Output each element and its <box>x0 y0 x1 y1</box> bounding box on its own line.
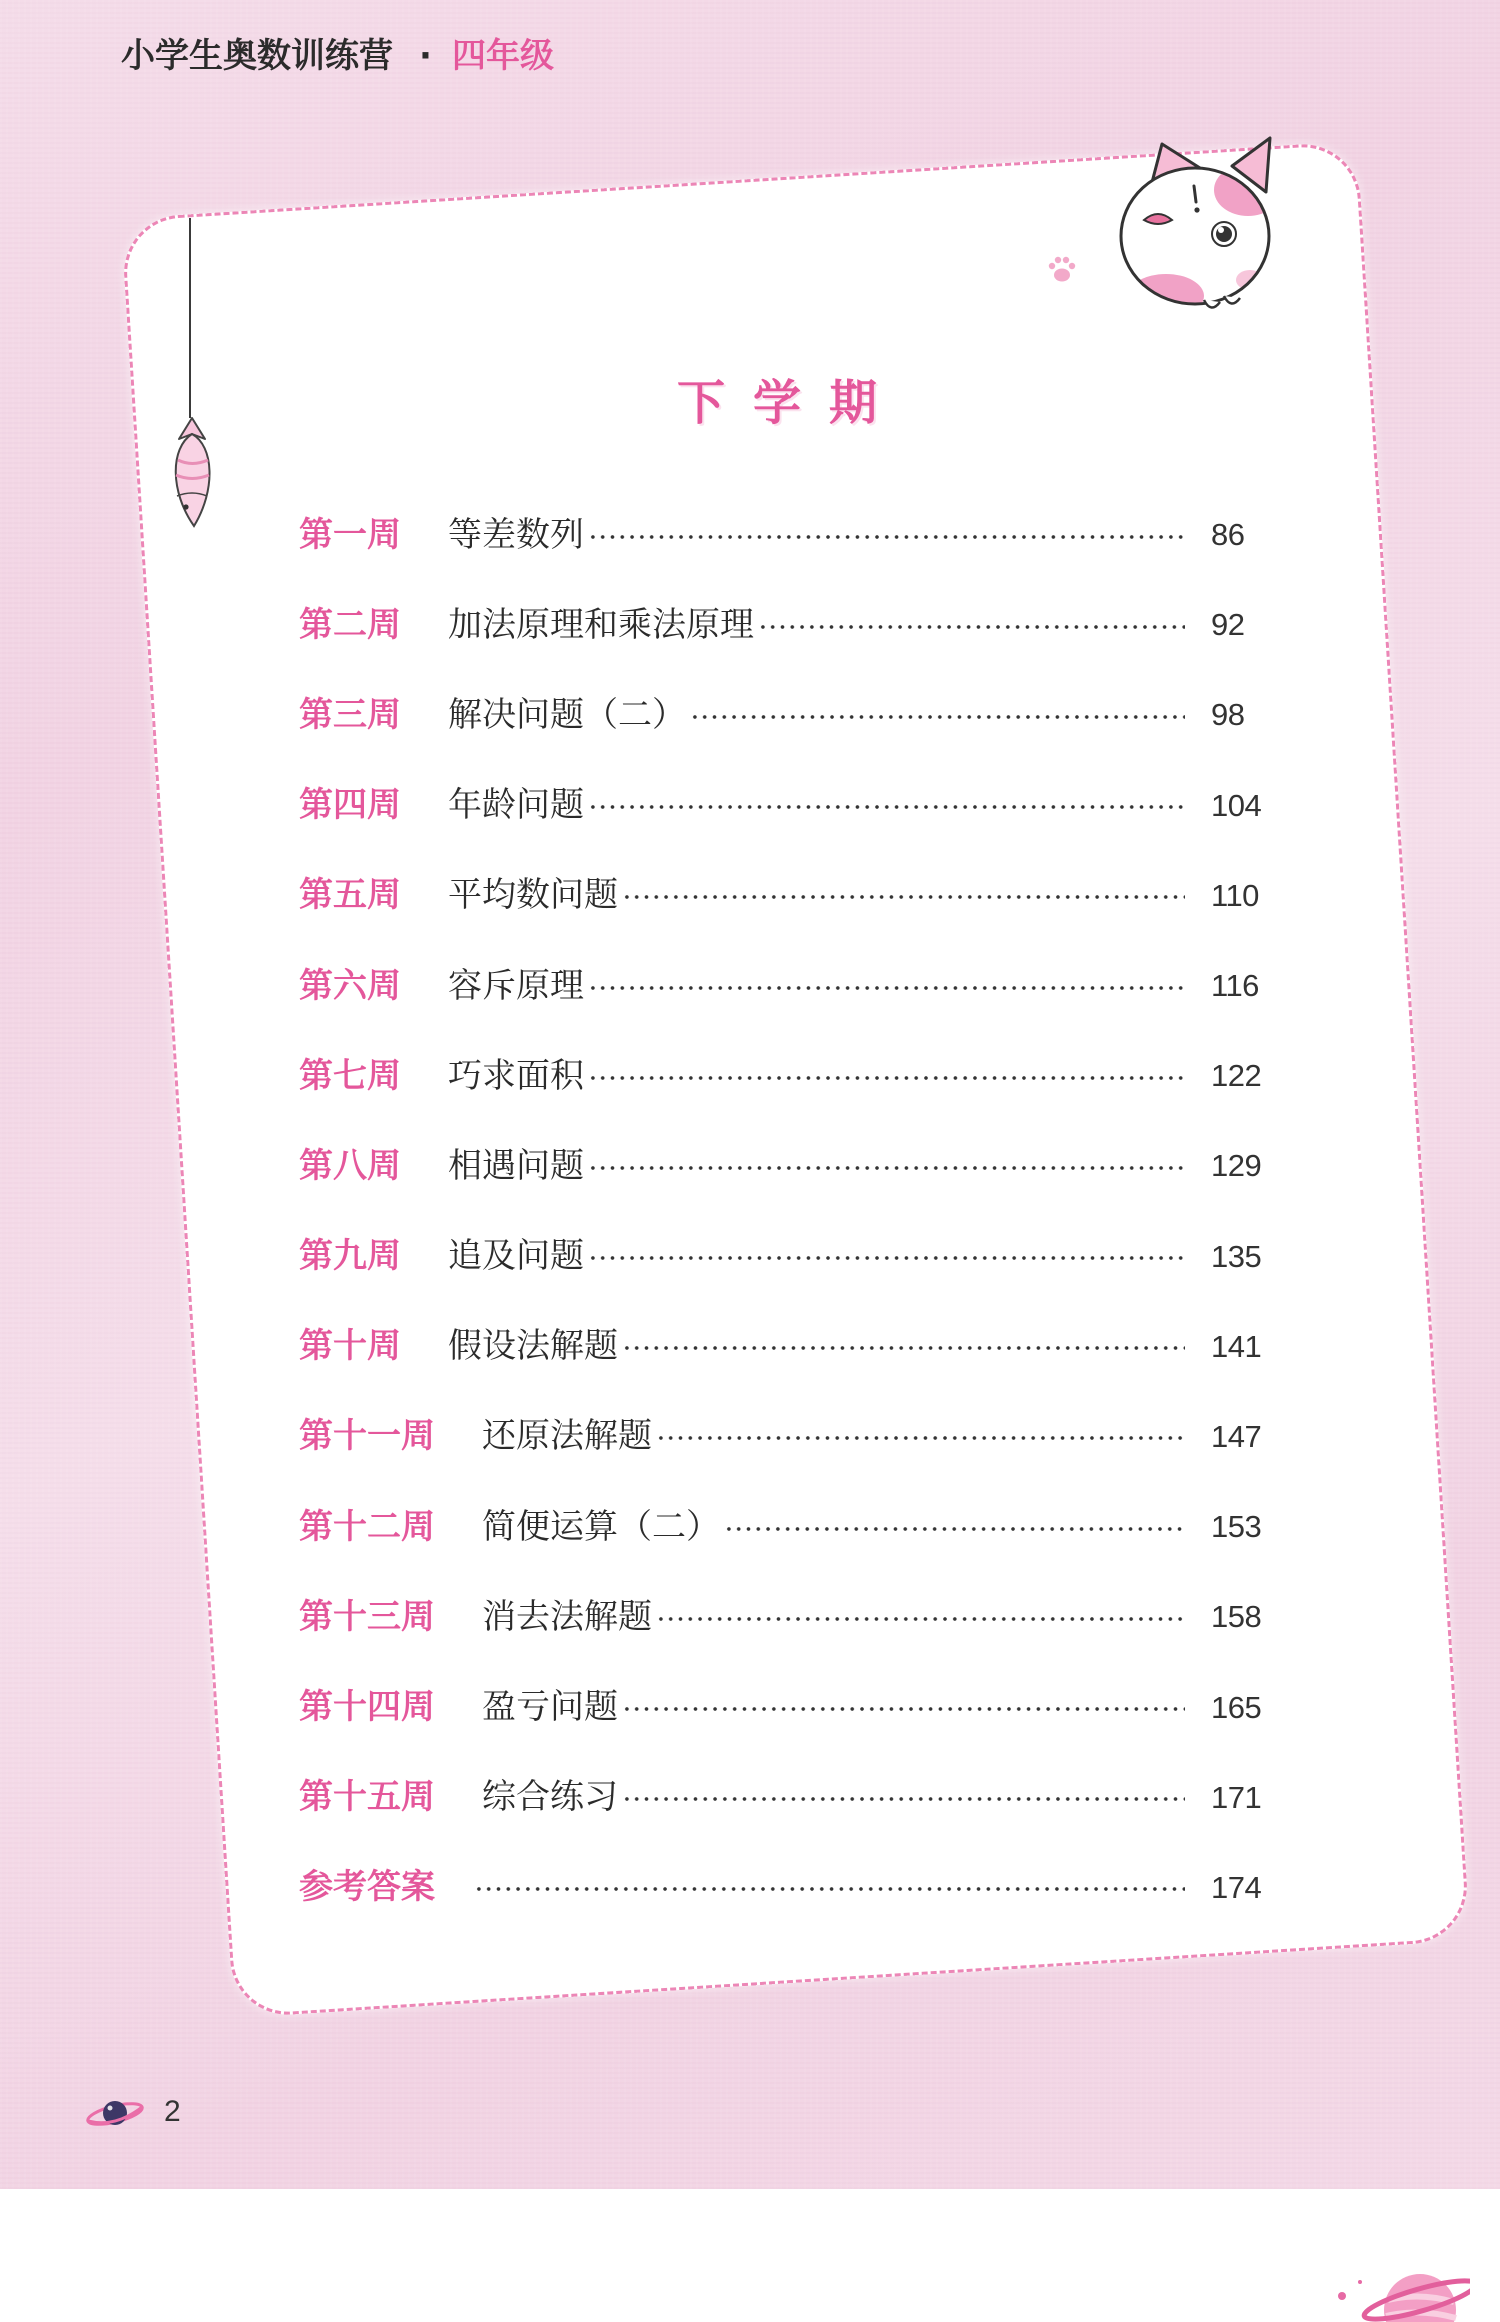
toc-leader-dots <box>690 714 1185 720</box>
toc-week-label: 第四周 <box>299 785 401 826</box>
toc-topic: 假设法解题 <box>448 1326 618 1367</box>
toc-leader-dots <box>656 1435 1185 1441</box>
toc-page-number: 147 <box>1211 1418 1262 1454</box>
toc-topic: 年龄问题 <box>448 785 584 826</box>
toc-answers-label: 参考答案 <box>299 1867 435 1908</box>
fish-icon <box>162 412 222 532</box>
toc-topic: 盈亏问题 <box>482 1687 618 1728</box>
toc-leader-dots <box>588 1165 1185 1171</box>
paw-print-icon <box>1042 248 1082 288</box>
toc-week-label: 第十一周 <box>299 1416 435 1457</box>
table-of-contents <box>299 490 1275 1933</box>
toc-leader-dots <box>622 1796 1185 1802</box>
toc-entry <box>299 580 1275 670</box>
toc-topic: 追及问题 <box>448 1236 584 1277</box>
toc-entry <box>299 1662 1275 1752</box>
toc-week-label: 第五周 <box>299 875 401 916</box>
series-title: 小学生奥数训练营 <box>121 36 393 76</box>
toc-topic: 相遇问题 <box>448 1145 584 1186</box>
toc-leader-dots <box>622 894 1185 900</box>
toc-week-label: 第一周 <box>299 514 401 555</box>
toc-entry <box>299 1482 1275 1572</box>
toc-week-label: 第八周 <box>299 1145 401 1186</box>
grade-label: 四年级 <box>452 36 554 76</box>
toc-page-number: 92 <box>1211 607 1245 643</box>
toc-week-label: 第十五周 <box>299 1777 435 1818</box>
toc-leader-dots <box>758 624 1185 630</box>
planet-decoration-icon <box>1330 2236 1470 2322</box>
toc-topic: 消去法解题 <box>482 1596 652 1637</box>
toc-week-label: 第六周 <box>299 965 401 1006</box>
toc-leader-dots <box>622 1706 1185 1712</box>
toc-entry <box>299 940 1275 1030</box>
toc-entry <box>299 1211 1275 1301</box>
toc-leader-dots <box>656 1616 1185 1622</box>
toc-entry <box>299 1031 1275 1121</box>
header-separator: · <box>419 36 432 76</box>
toc-topic: 等差数列 <box>448 514 584 555</box>
toc-week-label: 第十二周 <box>299 1506 435 1547</box>
toc-page-number: 110 <box>1211 877 1259 913</box>
toc-page-number: 122 <box>1211 1058 1262 1094</box>
toc-entry <box>299 850 1275 940</box>
toc-entry <box>299 1301 1275 1391</box>
toc-entry <box>299 1121 1275 1211</box>
toc-topic: 容斥原理 <box>448 965 584 1006</box>
toc-topic: 简便运算（二） <box>482 1506 720 1547</box>
planet-icon <box>84 2092 146 2134</box>
toc-topic: 综合练习 <box>482 1777 618 1818</box>
toc-week-label: 第十四周 <box>299 1687 435 1728</box>
toc-week-label: 第七周 <box>299 1055 401 1096</box>
toc-entry <box>299 670 1275 760</box>
toc-topic: 加法原理和乘法原理 <box>448 604 754 645</box>
toc-leader-dots <box>588 985 1185 991</box>
toc-leader-dots <box>474 1886 1185 1892</box>
toc-topic: 平均数问题 <box>448 875 618 916</box>
toc-page-number: 116 <box>1211 968 1259 1004</box>
toc-topic: 巧求面积 <box>448 1055 584 1096</box>
toc-entry <box>299 490 1275 580</box>
toc-week-label: 第二周 <box>299 604 401 645</box>
toc-topic: 还原法解题 <box>482 1416 652 1457</box>
toc-leader-dots <box>724 1526 1185 1532</box>
toc-week-label: 第九周 <box>299 1236 401 1277</box>
toc-week-label: 第十周 <box>299 1326 401 1367</box>
section-title: 下学期 <box>677 375 906 431</box>
toc-page-number: 141 <box>1211 1328 1262 1364</box>
toc-page-number: 129 <box>1211 1148 1262 1184</box>
toc-page-number: 86 <box>1211 517 1245 553</box>
toc-page-number: 174 <box>1211 1869 1262 1905</box>
toc-entry-answers <box>299 1842 1275 1932</box>
bottom-blank-area <box>0 2189 1500 2322</box>
running-header <box>121 36 554 76</box>
toc-entry <box>299 1752 1275 1842</box>
toc-entry <box>299 1572 1275 1662</box>
toc-leader-dots <box>588 1255 1185 1261</box>
toc-page-number: 98 <box>1211 697 1245 733</box>
toc-page-number: 104 <box>1211 787 1262 823</box>
page-number: 2 <box>164 2095 181 2128</box>
toc-page-number: 135 <box>1211 1238 1262 1274</box>
toc-entry <box>299 1391 1275 1481</box>
toc-topic: 解决问题（二） <box>448 694 686 735</box>
cat-illustration <box>1100 130 1285 325</box>
toc-page-number: 171 <box>1211 1779 1262 1815</box>
toc-page-number: 158 <box>1211 1599 1262 1635</box>
toc-week-label: 第十三周 <box>299 1596 435 1637</box>
fish-string <box>189 218 191 418</box>
toc-leader-dots <box>588 804 1185 810</box>
toc-leader-dots <box>588 534 1185 540</box>
toc-leader-dots <box>622 1345 1185 1351</box>
toc-leader-dots <box>588 1075 1185 1081</box>
toc-entry <box>299 760 1275 850</box>
toc-week-label: 第三周 <box>299 694 401 735</box>
toc-page-number: 165 <box>1211 1689 1262 1725</box>
toc-page-number: 153 <box>1211 1509 1262 1545</box>
